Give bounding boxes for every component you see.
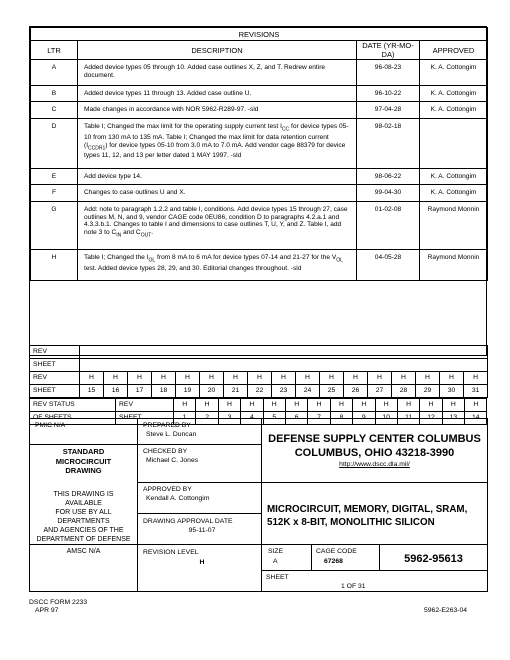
rev-description: Add: note to paragraph 1.2.2 and table I, conditions. Add device types 15 through 27, case outlines M, N, and 9, vendor CAGE code 0EU86, condition D to paragraphs 4.2.a.1 and 4.3.3.b.1. Changes to table I and dimensions to case outlines T, U, Y, and Z. Table I, add note 3 to $C_{IN}$ and $C_{OUT}$. — [78, 202, 357, 250]
rev-description: Table I; Changed the max limit for the operating supply current test $I_{CC}$ for device types 05-10 from 130 mA to 135 mA. Table I; Changed the max limit for data retention current $(I_{CCDR1})$ for device types 05-10 from 3.0 mA to 7.0 mA. Add vendor cage 88379 for device types 11, 12, and 13 per letter dated 1 MAY 1997. -sld — [78, 119, 357, 169]
col-description: DESCRIPTION — [78, 41, 357, 60]
status-rev-cell: H — [308, 399, 330, 412]
rev-cell: H — [248, 372, 272, 385]
approval-date-label: DRAWING APPROVAL DATE — [143, 518, 233, 525]
revisions-table — [30, 27, 488, 281]
status-rev-cell: H — [375, 399, 397, 412]
sheet-cell — [262, 571, 488, 592]
availability-text: AND AGENCIES OF THE — [43, 526, 124, 534]
rev-description: Added device types 11 through 13. Added case outline U. — [78, 86, 357, 102]
rev-approver: K. A. Cottongim — [420, 169, 488, 185]
rev-date: 04-05-28 — [357, 250, 420, 281]
sheet-number-cell: 28 — [392, 385, 416, 398]
status-sheet-word: SHEET — [116, 412, 174, 425]
status-sheet-cell: 5 — [263, 412, 285, 425]
sheet-number-cell: 30 — [440, 385, 464, 398]
rev-approver — [420, 119, 488, 169]
checked-by-cell — [138, 445, 262, 483]
sheet-number-cell: 23 — [272, 385, 296, 398]
revisions-block — [29, 26, 487, 356]
rev-description: Made changes in accordance with NOR 5962-R289-97. -sld — [78, 102, 357, 119]
rev-cell: H — [344, 372, 368, 385]
status-rev-cell: H — [330, 399, 352, 412]
rev-letter: G — [31, 202, 78, 250]
sheet-number-cell: 22 — [248, 385, 272, 398]
checked-by-label: CHECKED BY — [143, 448, 188, 455]
status-rev-cell: H — [442, 399, 464, 412]
rev-description: Table I; Changed the $I_{OL}$ from 8 mA to 6 mA for device types 07-14 and 21-27 for the $V_{OL}$ test. Added device types 28, 29, and 30. Editorial changes throughout. -sld — [78, 250, 357, 281]
status-rev-cell: H — [420, 399, 442, 412]
drawing-title-cell — [262, 483, 488, 545]
status-sheet-cell: 14 — [465, 412, 487, 425]
sheet-number-cell: 25 — [320, 385, 344, 398]
status-rev-cell: H — [465, 399, 487, 412]
status-sheet-cell: 4 — [241, 412, 263, 425]
revision-row — [31, 169, 488, 185]
status-rev-cell: H — [196, 399, 218, 412]
revision-row — [31, 119, 488, 169]
rev-cell: H — [200, 372, 224, 385]
checked-by-name: Michael C. Jones — [146, 457, 199, 464]
approved-by-label: APPROVED BY — [143, 486, 192, 493]
sheet-number-cell: 31 — [464, 385, 488, 398]
rev-date: 98-06-22 — [357, 169, 420, 185]
rev-description: Added device types 05 through 10. Added case outlines X, Z, and T. Redrew entire document. — [78, 60, 357, 86]
rev-cell: H — [296, 372, 320, 385]
rev-cell: H — [416, 372, 440, 385]
availability-text: DEPARTMENT OF DEFENSE — [36, 535, 131, 543]
rev-letter: H — [31, 250, 78, 281]
rev-letter: C — [31, 102, 78, 119]
form-date: APR 97 — [35, 607, 59, 614]
drawing-title-line2: 512K x 8-BIT, MONOLITHIC SILICON — [267, 517, 435, 528]
status-rev-cell: H — [285, 399, 307, 412]
status-sheet-cell: 9 — [353, 412, 375, 425]
status-rev-cell: H — [218, 399, 240, 412]
rev-letter: F — [31, 185, 78, 202]
rev-description: Changes to case outlines U and X. — [78, 185, 357, 202]
approval-date: 95-11-07 — [188, 527, 216, 534]
status-sheet-cell: 13 — [442, 412, 464, 425]
rev-date: 97-04-28 — [357, 102, 420, 119]
rev-description: Add device type 14. — [78, 169, 357, 185]
rev-date: 98-02-18 — [357, 119, 420, 169]
rev-cell: H — [224, 372, 248, 385]
sheet-number-cell: 18 — [152, 385, 176, 398]
approved-by-name: Kendall A. Cottongim — [146, 495, 210, 502]
pmic: PMIC N/A — [30, 419, 138, 445]
sheet-number-cell: 20 — [200, 385, 224, 398]
distribution-code: 5962-E263-04 — [424, 607, 468, 614]
drawing-title-line1: MICROCIRCUIT, MEMORY, DIGITAL, SRAM, — [267, 504, 468, 515]
rev-approver: Raymond Monnin — [420, 250, 488, 281]
revision-level-cell — [138, 545, 262, 592]
status-rev-word: REV — [116, 399, 174, 412]
rev-cell: H — [368, 372, 392, 385]
rev-date: 96-10-22 — [357, 86, 420, 102]
revision-row — [31, 250, 488, 281]
rev-letter: A — [31, 60, 78, 86]
rev-approver: Raymond Monnin — [420, 202, 488, 250]
rev-approver: K. A. Cottongim — [420, 185, 488, 202]
rev-sheet-grid — [29, 345, 487, 425]
rev-cell: H — [128, 372, 152, 385]
grid-sheet-label: SHEET — [30, 385, 80, 398]
availability-text: DEPARTMENTS — [57, 517, 110, 525]
approval-cell — [138, 483, 262, 545]
grid-rev-label: REV — [30, 372, 80, 385]
rev-cell: H — [152, 372, 176, 385]
status-rev-cell: H — [397, 399, 419, 412]
status-sheet-cell: 7 — [308, 412, 330, 425]
status-sheet-cell: 12 — [420, 412, 442, 425]
sheet-number-cell: 17 — [128, 385, 152, 398]
prepared-by-label: PREPARED BY — [143, 422, 191, 429]
rev-cell: H — [320, 372, 344, 385]
sheet-number-cell: 19 — [176, 385, 200, 398]
revision-row — [31, 185, 488, 202]
sheet-number-cell: 21 — [224, 385, 248, 398]
cage-code-label: CAGE CODE — [316, 548, 357, 555]
rev-cell: H — [440, 372, 464, 385]
microcircuit-label: MICROCIRCUIT — [55, 456, 112, 466]
rev-approver: K. A. Cottongim — [420, 60, 488, 86]
rev-date: 96-08-23 — [357, 60, 420, 86]
agency-address: COLUMBUS, OHIO 43218-3990 — [294, 447, 455, 459]
prepared-by-name: Steve L. Duncan — [146, 431, 197, 438]
rev-cell: H — [272, 372, 296, 385]
agency-cell — [262, 419, 488, 483]
status-sheet-cell: 11 — [397, 412, 419, 425]
availability-text: FOR USE BY ALL — [55, 508, 112, 516]
revision-level-label: REVISION LEVEL — [143, 549, 199, 556]
agency-url-link[interactable]: http://www.dscc.dla.mil/ — [339, 461, 410, 468]
size-cell — [262, 545, 312, 571]
agency-name: DEFENSE SUPPLY CENTER COLUMBUS — [268, 433, 481, 445]
sheet-number-cell: 26 — [344, 385, 368, 398]
status-rev-cell: H — [174, 399, 196, 412]
status-rev-cell: H — [241, 399, 263, 412]
grid-empty — [80, 346, 488, 359]
sheet-label: SHEET — [266, 574, 289, 581]
availability-text: THIS DRAWING IS — [53, 490, 114, 498]
size-value: A — [273, 558, 278, 565]
of-sheets-label: OF SHEETS — [30, 412, 116, 425]
sheet-number-cell: 24 — [296, 385, 320, 398]
rev-date: 01-02-08 — [357, 202, 420, 250]
rev-letter: D — [31, 119, 78, 169]
rev-cell: H — [80, 372, 104, 385]
grid-rev-label: REV — [30, 346, 80, 359]
revision-row — [31, 86, 488, 102]
rev-cell: H — [176, 372, 200, 385]
status-sheet-cell: 2 — [196, 412, 218, 425]
rev-letter: E — [31, 169, 78, 185]
sheet-number-cell: 27 — [368, 385, 392, 398]
col-date: DATE (YR-MO-DA) — [357, 41, 420, 60]
cage-code-value: 67268 — [324, 558, 343, 565]
revisions-title: REVISIONS — [31, 28, 488, 41]
revision-level-value: H — [199, 559, 205, 566]
status-sheet-cell: 3 — [218, 412, 240, 425]
rev-cell: H — [464, 372, 488, 385]
rev-approver: K. A. Cottongim — [420, 102, 488, 119]
amsc: AMSC N/A — [30, 545, 138, 592]
drawing-number: 5962-95613 — [380, 545, 488, 571]
revisions-blank-area — [30, 281, 486, 355]
standard-drawing-cell — [30, 445, 138, 545]
sheet-number-cell: 15 — [80, 385, 104, 398]
grid-sheet-label: SHEET — [30, 359, 80, 372]
revision-row — [31, 102, 488, 119]
status-sheet-cell: 6 — [285, 412, 307, 425]
drawing-label: DRAWING — [65, 466, 102, 475]
sheet-number-cell: 16 — [104, 385, 128, 398]
sheet-value: 1 OF 31 — [341, 583, 366, 590]
rev-cell: H — [392, 372, 416, 385]
status-sheet-cell: 8 — [330, 412, 352, 425]
form-number: DSCC FORM 2233 APR 97 — [29, 599, 88, 614]
rev-status-label: REV STATUS — [30, 399, 116, 412]
status-sheet-cell: 1 — [174, 412, 196, 425]
rev-cell: H — [104, 372, 128, 385]
prepared-by-cell — [138, 419, 262, 445]
rev-approver: K. A. Cottongim — [420, 86, 488, 102]
size-label: SIZE — [268, 548, 284, 555]
rev-letter: B — [31, 86, 78, 102]
title-block — [29, 418, 487, 592]
availability-text: AVAILABLE — [65, 499, 102, 507]
status-rev-cell: H — [263, 399, 285, 412]
status-rev-cell: H — [353, 399, 375, 412]
revision-row — [31, 60, 488, 86]
cage-cell — [312, 545, 380, 571]
col-ltr: LTR — [31, 41, 78, 60]
sheet-number-cell: 29 — [416, 385, 440, 398]
standard-label: STANDARD — [62, 447, 105, 456]
status-sheet-cell: 10 — [375, 412, 397, 425]
revision-row — [31, 202, 488, 250]
rev-date: 99-04-30 — [357, 185, 420, 202]
grid-empty — [80, 359, 488, 372]
col-approved: APPROVED — [420, 41, 488, 60]
